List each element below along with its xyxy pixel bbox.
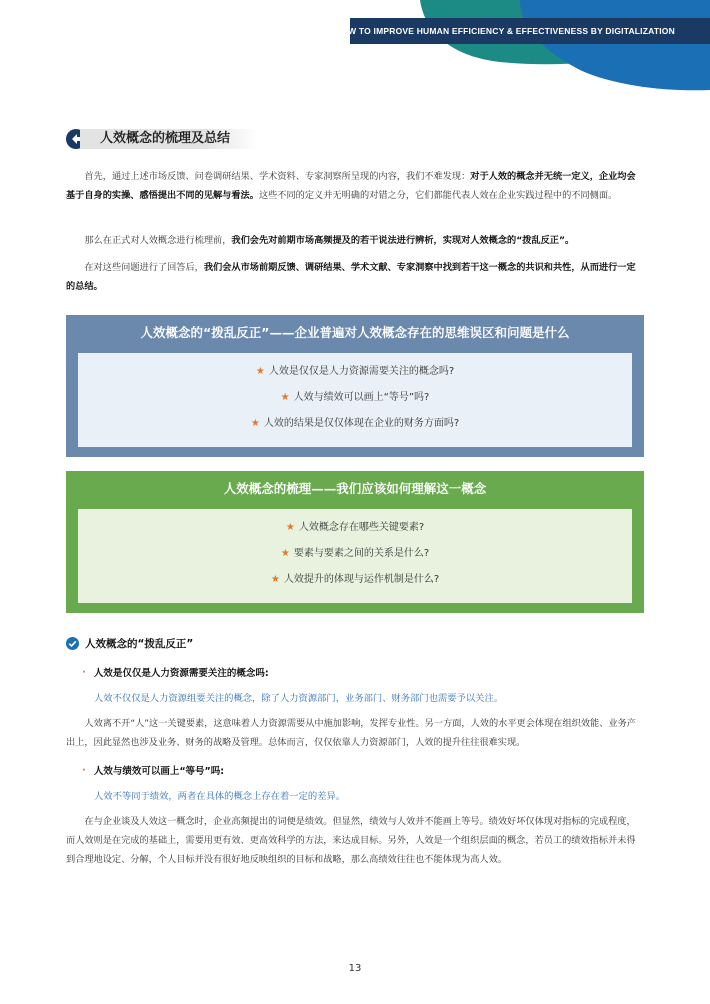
misconceptions-list — [78, 353, 632, 447]
p2-prefix: 那么在正式对人效概念进行梳理前， — [84, 235, 232, 246]
star-icon: ★ — [280, 392, 290, 403]
concept-text: 要素与要素之间的关系是什么? — [293, 548, 430, 559]
p3-prefix: 在对这些问题进行了回答后， — [84, 262, 204, 273]
section-heading — [66, 128, 258, 150]
concept-list — [78, 509, 632, 603]
header-blue-wave — [520, 0, 710, 90]
misconceptions-panel — [66, 315, 644, 457]
question-2 — [82, 763, 224, 777]
detail-1: 人效离不开“人”这一关键要素，这意味着人力资源需要从中施加影响，发挥专业性。另一方面，人效的水平更会体现在组织效能、业务产出上，因此显然也涉及业务、财务的战略及管理。总体而言，仅仅依靠人力资源部门，人效的提升往往很难实现。 — [66, 718, 636, 748]
p1-suffix: 这些不同的定义并无明确的对错之分，它们都能代表人效在企业实践过程中的不同侧面。 — [258, 190, 618, 201]
misconception-text: 人效的结果是仅仅体现在企业的财务方面吗? — [263, 418, 460, 429]
question-2-text: 人效与绩效可以画上“等号”吗: — [93, 766, 225, 777]
bullet-dot-icon: · — [82, 666, 86, 678]
intro-paragraph-3 — [66, 258, 644, 296]
star-icon: ★ — [270, 574, 280, 585]
misconception-item — [78, 359, 632, 385]
p2-bold: 我们会先对前期市场高频提及的若干说法进行辨析，实现对人效概念的“拨乱反正”。 — [231, 235, 575, 246]
subsection-title: 人效概念的“拨乱反正” — [85, 638, 194, 650]
header-title: HOW TO IMPROVE HUMAN EFFICIENCY & EFFECTIVENESS BY DIGITALIZATION — [335, 26, 675, 36]
section-title: 人效概念的梳理及总结 — [80, 129, 258, 149]
bullet-dot-icon: · — [82, 764, 86, 776]
star-icon: ★ — [255, 366, 265, 377]
question-1-text: 人效是仅仅是人力资源需要关注的概念吗: — [93, 668, 269, 679]
p1-bold: 对于人效的概念并无统一定义，企业均会基于自身的实操、感悟提出不同的见解与看法。 — [66, 171, 636, 201]
detail-2: 在与企业谈及人效这一概念时，企业高频提出的词便是绩效。但显然，绩效与人效并不能画上等号。绩效好坏仅体现对指标的完成程度，而人效则是在完成的基础上，需要用更有效、更高效科学的方法，来达成目标。另外，人效是一个组织层面的概念，若员工的绩效指标并未得到合理地设定、分解，个人目标并没有很好地反映组织的目标和战略，那么高绩效往往也不能体现为高人效。 — [66, 816, 636, 865]
answer-1: 人效不仅仅是人力资源组要关注的概念，除了人力资源部门，业务部门、财务部门也需要予以关注。 — [94, 693, 504, 704]
star-icon: ★ — [280, 548, 290, 559]
concept-item — [78, 567, 632, 593]
star-icon: ★ — [285, 522, 295, 533]
misconception-text: 人效与绩效可以画上“等号”吗? — [293, 392, 430, 403]
concept-text: 人效提升的体现与运作机制是什么? — [283, 574, 440, 585]
answer-2: 人效不等同于绩效，两者在具体的概念上存在着一定的差异。 — [94, 791, 346, 802]
misconception-item — [78, 411, 632, 437]
header-decoration — [0, 0, 710, 100]
misconception-text: 人效是仅仅是人力资源需要关注的概念吗? — [268, 366, 455, 377]
p1-prefix: 首先，通过上述市场反馈、问卷调研结果、学术资料、专家洞察所呈现的内容，我们不难发现： — [84, 171, 471, 182]
concept-item — [78, 541, 632, 567]
misconceptions-panel-title: 人效概念的“拨乱反正”——企业普遍对人效概念存在的思维误区和问题是什么 — [140, 325, 570, 340]
misconception-item — [78, 385, 632, 411]
concept-text: 人效概念存在哪些关键要素? — [298, 522, 425, 533]
p3-bold: 我们会从市场前期反馈、调研结果、学术文献、专家洞察中找到若干这一概念的共识和共性，从而进行一定的总结。 — [66, 262, 636, 292]
concept-panel — [66, 471, 644, 613]
intro-paragraph-1 — [66, 167, 644, 205]
check-circle-icon — [66, 637, 79, 650]
concept-panel-title: 人效概念的梳理——我们应该如何理解这一概念 — [223, 481, 487, 496]
subsection-heading — [66, 636, 193, 651]
page-number: 13 — [348, 963, 362, 974]
intro-paragraph-2 — [66, 231, 644, 250]
star-icon: ★ — [250, 418, 260, 429]
question-1 — [82, 665, 269, 679]
concept-item — [78, 515, 632, 541]
